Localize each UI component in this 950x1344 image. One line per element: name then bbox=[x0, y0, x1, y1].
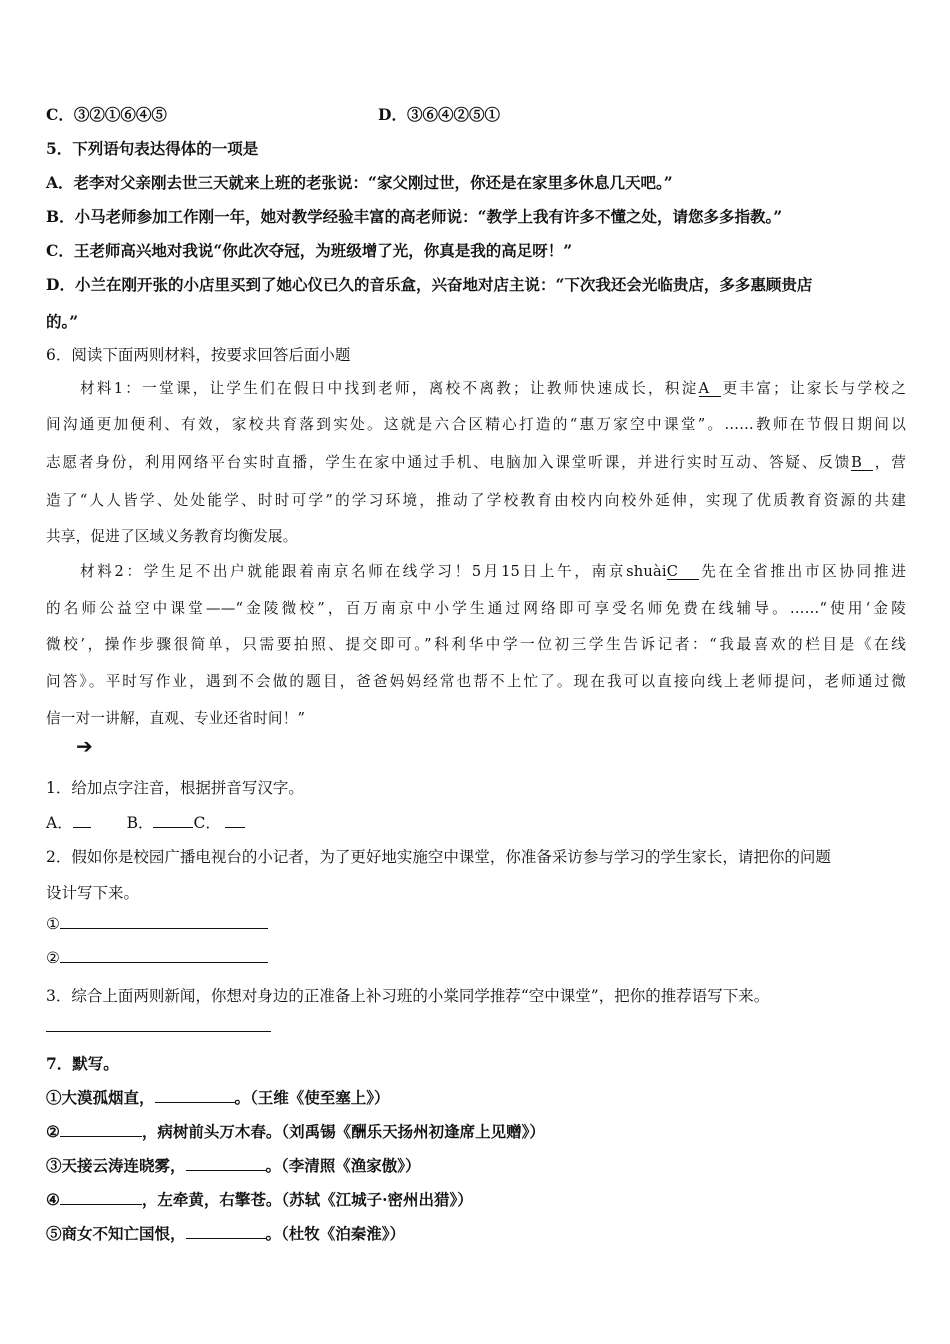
q6-sub2-answer2: ② bbox=[46, 949, 906, 967]
material2-line1: 材料2：学生足不出户就能跟着南京名师在线学习！5月15日上午，南京shuàiC 先在全省推出市区协同推进 bbox=[80, 563, 906, 580]
q5-option-c: C．王老师高兴地对我说“你此次夺冠，为班级增了光，你真是我的高足呀！” bbox=[46, 241, 573, 260]
dictation-blank-3[interactable] bbox=[186, 1170, 266, 1171]
q4-option-c: C．③②①⑥④⑤ bbox=[46, 105, 167, 124]
q5-option-d-line2: 的。” bbox=[46, 312, 79, 331]
blank-mark-c: C bbox=[667, 564, 699, 580]
q5-stem: 5．下列语句表达得体的一项是 bbox=[46, 139, 259, 158]
q7-stem: 7．默写。 bbox=[46, 1054, 119, 1073]
answer-blank-a[interactable] bbox=[73, 827, 91, 828]
material1-line3: 志愿者身份，利用网络平台实时直播，学生在家中通过手机、电脑加入课堂听课，并进行实时互动、答疑、反馈B ，营 bbox=[46, 454, 906, 471]
answer-blank-c[interactable] bbox=[225, 827, 245, 828]
q5-option-a: A．老李对父亲刚去世三天就来上班的老张说：“家父刚过世，你还是在家里多休息几天吧。” bbox=[46, 173, 673, 192]
q5-option-b: B．小马老师参加工作刚一年，她对教学经验丰富的高老师说：“教学上我有许多不懂之处，请您多多指教。” bbox=[46, 207, 783, 226]
q6-sub2-answer1: ① bbox=[46, 915, 906, 933]
q6-sub2-line1: 2．假如你是校园广播电视台的小记者，为了更好地实施空中课堂，你准备采访参与学习的学生家长，请把你的问题 bbox=[46, 848, 831, 866]
answer-blank-b[interactable] bbox=[153, 827, 193, 828]
blank-mark-b: B bbox=[851, 455, 873, 471]
q6-stem: 6．阅读下面两则材料，按要求回答后面小题 bbox=[46, 346, 351, 364]
material1-line4: 造了“人人皆学、处处能学、时时可学”的学习环境，推动了学校教育由校内向校外延伸，实现了优质教育资源的共建 bbox=[46, 492, 906, 509]
material1-line1: 材料1：一堂课，让学生们在假日中找到老师，离校不离教；让教师快速成长，积淀A 更丰富；让家长与学校之 bbox=[80, 380, 906, 397]
q5-option-d-line1: D．小兰在刚开张的小店里买到了她心仪已久的音乐盒，兴奋地对店主说：“下次我还会光临贵店，多多惠顾贵店 bbox=[46, 275, 813, 294]
arrow-icon: ➔ bbox=[76, 734, 93, 758]
q4-options bbox=[46, 103, 906, 125]
dictation-blank-4[interactable] bbox=[60, 1204, 142, 1205]
q6-sub1-answers: A． B． C． bbox=[46, 811, 906, 833]
q7-item-1: ①大漠孤烟直， 。（王维《使至塞上》） bbox=[46, 1088, 390, 1107]
q6-sub3: 3．综合上面两则新闻，你想对身边的正准备上补习班的小棠同学推荐“空中课堂”，把你的推荐语写下来。 bbox=[46, 987, 770, 1005]
material2-line5: 信一对一讲解，直观、专业还省时间！” bbox=[46, 710, 306, 727]
q4-option-d: D．③⑥④②⑤① bbox=[378, 105, 500, 124]
q7-item-2: ② ，病树前头万木春。（刘禹锡《酬乐天扬州初逢席上见赠》） bbox=[46, 1122, 545, 1141]
q6-sub2-line2: 设计写下来。 bbox=[46, 884, 140, 902]
material2-line4: 问答》。平时写作业，遇到不会做的题目，爸爸妈妈经常也帮不上忙了。现在我可以直接向线上老师提问，老师通过微 bbox=[46, 673, 906, 690]
q7-item-5: ⑤商女不知亡国恨， 。（杜牧《泊秦淮》） bbox=[46, 1224, 406, 1243]
dictation-blank-2[interactable] bbox=[60, 1136, 142, 1137]
material1-line2: 间沟通更加便利、有效，家校共育落到实处。这就是六合区精心打造的“惠万家空中课堂”。……教师在节假日期间以 bbox=[46, 416, 906, 433]
dictation-blank-5[interactable] bbox=[186, 1238, 266, 1239]
dictation-blank-1[interactable] bbox=[155, 1102, 235, 1103]
q6-sub1: 1．给加点字注音，根据拼音写汉字。 bbox=[46, 779, 304, 797]
answer-line-1[interactable] bbox=[60, 928, 268, 929]
q7-item-3: ③天接云涛连晓雾， 。（李清照《渔家傲》） bbox=[46, 1156, 421, 1175]
answer-line-3[interactable] bbox=[46, 1016, 271, 1032]
material2-line3: 微校’，操作步骤很简单，只需要拍照、提交即可。”科利华中学一位初三学生告诉记者：“我最喜欢的栏目是《在线 bbox=[46, 636, 906, 653]
q6-sub3-answer bbox=[46, 1016, 906, 1036]
q7-item-4: ④ ，左牵黄，右擎苍。（苏轼《江城子·密州出猎》） bbox=[46, 1190, 473, 1209]
material2-line2: 的名师公益空中课堂——“金陵微校”，百万南京中小学生通过网络即可享受名师免费在线辅导。……“使用‘金陵 bbox=[46, 600, 906, 617]
blank-mark-a: A bbox=[699, 381, 721, 397]
answer-line-2[interactable] bbox=[60, 962, 268, 963]
material1-line5: 共享，促进了区域义务教育均衡发展。 bbox=[46, 528, 298, 545]
